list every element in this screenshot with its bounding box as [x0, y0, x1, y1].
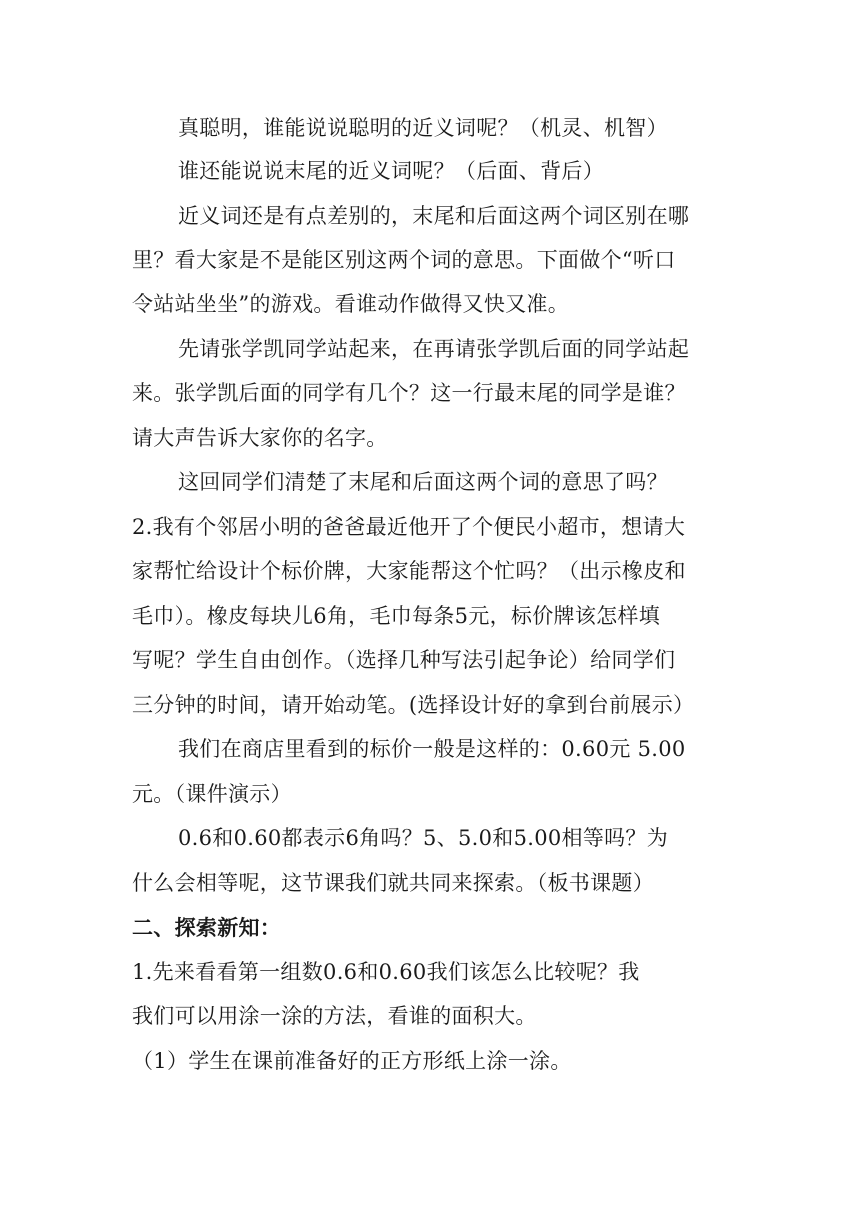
paragraph-line-13: 写呢？学生自由创作。（选择几种写法引起争论）给同学们 — [132, 648, 676, 672]
section-heading: 二、探索新知： — [132, 916, 282, 940]
paragraph-line-12: 毛巾）。橡皮每块儿6角，毛巾每条5元，标价牌该怎样填 — [132, 604, 661, 628]
paragraph-line-11: 家帮忙给设计个标价牌，大家能帮这个忙吗？（出示橡皮和 — [132, 559, 686, 583]
paragraph-line-21: 我们可以用涂一涂的方法，看谁的面积大。 — [132, 1004, 537, 1028]
paragraph-line-8: 请大声告诉大家你的名字。 — [132, 426, 388, 450]
paragraph-line-16: 元。（课件演示） — [132, 782, 292, 806]
paragraph-line-4: 里？看大家是不是能区别这两个词的意思。下面做个“听口 — [132, 248, 676, 272]
paragraph-line-2: 谁还能说说末尾的近义词呢？（后面、背后） — [178, 159, 604, 183]
paragraph-line-18: 什么会相等呢，这节课我们就共同来探索。（板书课题） — [132, 871, 654, 895]
paragraph-line-6: 先请张学凯同学站起来，在再请张学凯后面的同学站起 — [178, 337, 690, 361]
paragraph-line-7: 来。张学凯后面的同学有几个？这一行最末尾的同学是谁？ — [132, 381, 686, 405]
paragraph-line-5: 令站站坐坐”的游戏。看谁动作做得又快又准。 — [132, 292, 570, 316]
paragraph-line-10: 2.我有个邻居小明的爸爸最近他开了个便民小超市，想请大 — [132, 515, 686, 539]
paragraph-line-17: 0.6和0.60都表示6角吗？5、5.0和5.00相等吗？为 — [178, 826, 669, 850]
paragraph-line-22: （1）学生在课前准备好的正方形纸上涂一涂。 — [132, 1049, 572, 1073]
paragraph-line-9: 这回同学们清楚了末尾和后面这两个词的意思了吗？ — [178, 470, 668, 494]
paragraph-line-1: 真聪明，谁能说说聪明的近义词呢？（机灵、机智） — [178, 116, 668, 140]
paragraph-line-3: 近义词还是有点差别的，末尾和后面这两个词区别在哪 — [178, 204, 690, 228]
paragraph-line-20: 1.先来看看第一组数0.6和0.60我们该怎么比较呢？我 — [132, 960, 640, 984]
paragraph-line-14: 三分钟的时间，请开始动笔。(选择设计好的拿到台前展示） — [132, 693, 695, 717]
paragraph-line-15: 我们在商店里看到的标价一般是这样的：0.60元 5.00 — [178, 737, 686, 761]
